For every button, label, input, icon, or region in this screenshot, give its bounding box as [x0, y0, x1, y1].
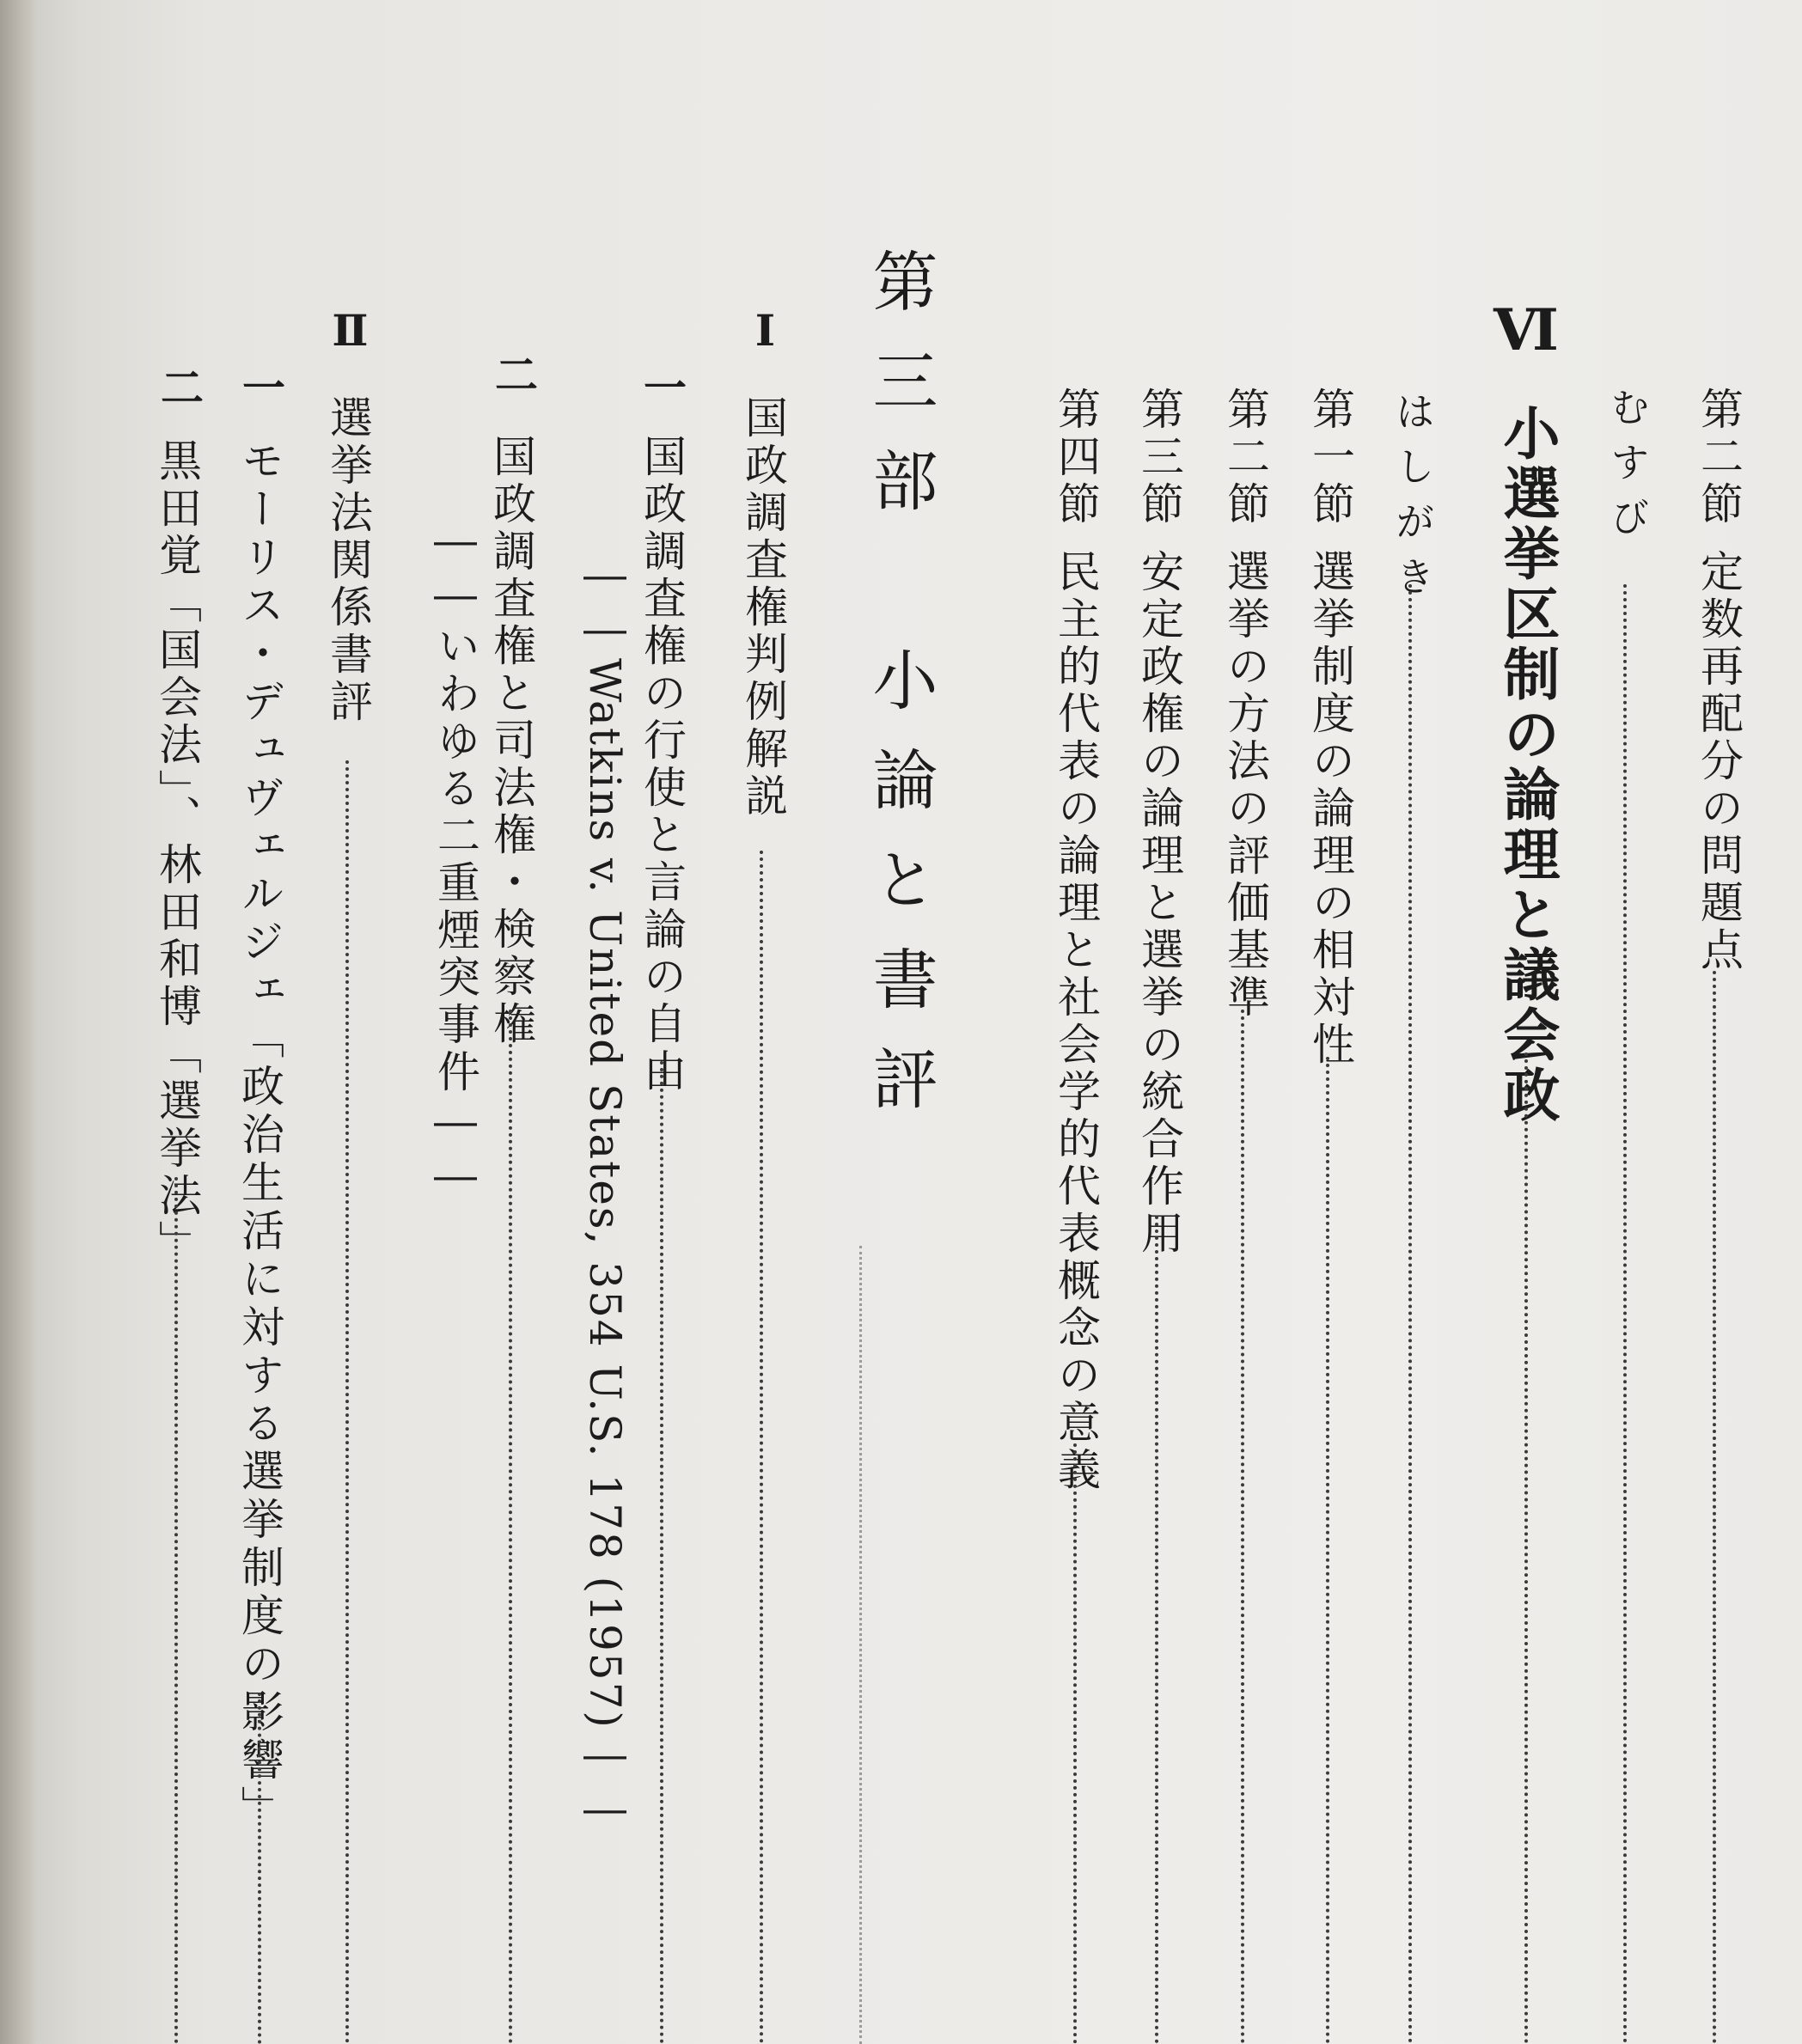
- toc-entry-sec3: [1133, 387, 1185, 1258]
- item-title: 国政調査権の行使と言論の自由: [637, 434, 687, 1095]
- chapter-number: Ⅰ: [740, 305, 791, 360]
- entry-title: むすび: [1604, 387, 1651, 552]
- toc-entry-sec2: [1219, 387, 1271, 1022]
- leader-dots: [345, 760, 349, 2044]
- toc-entry-sec4: [1050, 387, 1102, 1494]
- item-subtitle: ――いわゆる二重煙突事件――: [431, 516, 480, 1205]
- leader-dots: [258, 1693, 261, 2044]
- section-number: 第二節: [1220, 387, 1270, 528]
- toc-entry-sec2-teisu: [1693, 387, 1744, 974]
- item-number: 二: [154, 365, 205, 412]
- leader-dots: [1241, 1010, 1244, 2044]
- chapter-number: Ⅵ: [1493, 296, 1560, 367]
- section-number: 第三節: [1134, 387, 1184, 528]
- dash: ――: [580, 1729, 630, 1838]
- item-title: 黒田覚「国会法」、林田和博「選挙法」: [152, 438, 202, 1267]
- leader-dots: [174, 1177, 178, 2044]
- part-heading: 第三部 小論と書評: [862, 247, 938, 1144]
- section-number: 第一節: [1305, 387, 1355, 528]
- leader-dots: [1326, 1057, 1329, 2044]
- item-subtitle: [579, 550, 631, 1838]
- section-title: 選挙の方法の評価基準: [1220, 549, 1270, 1022]
- item-title: 国政調査権と司法権・検察権: [486, 434, 536, 1048]
- leader-dots: [1408, 584, 1412, 2044]
- section-number: 第二節: [1694, 387, 1744, 528]
- leader-dots: [760, 851, 763, 2044]
- leader-dots: [1524, 1053, 1528, 2044]
- section-title: 定数再配分の問題点: [1694, 549, 1744, 974]
- leader-dots: [1713, 971, 1716, 2044]
- section-number: 第四節: [1051, 387, 1101, 528]
- leader-dots: [660, 1061, 663, 2044]
- leader-dots: [1623, 584, 1627, 2044]
- chapter-title: 小選挙区制の論理と議会政: [1494, 404, 1561, 1126]
- case-citation: Watkins v. United States, 354 U.S. 178 (1957): [580, 658, 630, 1730]
- leader-dots: [509, 1010, 512, 2044]
- leader-dots: [1155, 1216, 1158, 2044]
- chapter-number: Ⅱ: [325, 305, 376, 360]
- item-number: 一: [637, 365, 687, 412]
- show-through-dots: [859, 1246, 862, 2044]
- chapter-title: 国政調査権判例解説: [738, 395, 788, 821]
- toc-entry-sec1: [1304, 387, 1356, 1069]
- toc-entry-musubi: [1602, 387, 1653, 552]
- section-title: 選挙制度の論理の相対性: [1305, 549, 1355, 1069]
- section-title: 民主的代表の論理と社会学的代表概念の意義: [1051, 549, 1101, 1494]
- dash: ――: [580, 550, 630, 658]
- entry-title: はしがき: [1390, 391, 1436, 611]
- chapter-title: 選挙法関係書評: [323, 395, 373, 726]
- item-number: 一: [235, 365, 286, 412]
- leader-dots: [1073, 1443, 1077, 2044]
- book-gutter-shadow: [0, 0, 36, 2044]
- section-title: 安定政権の論理と選挙の統合作用: [1134, 549, 1184, 1258]
- toc-entry-hashigaki: [1387, 391, 1439, 611]
- item-number: 二: [488, 352, 539, 400]
- item-title: モーリス・デュヴェルジェ「政治生活に対する選挙制度の影響」: [235, 438, 284, 1833]
